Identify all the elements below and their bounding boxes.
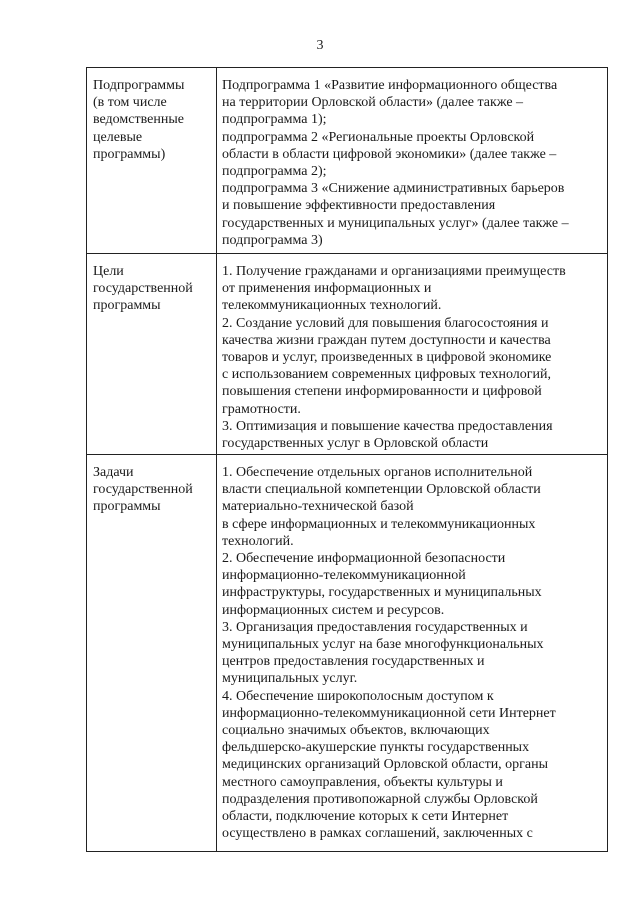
content-line: 2. Обеспечение информационной безопасности xyxy=(222,551,506,567)
label-line: Подпрограммы xyxy=(93,78,185,93)
label-line: программы) xyxy=(93,146,166,162)
content-line: 2. Создание условий для повышения благосостояния и xyxy=(222,315,549,331)
content-line: социально значимых объектов, включающих xyxy=(222,723,490,739)
content-line: государственных и муниципальных услуг» (далее также – xyxy=(222,215,569,231)
content-line: подпрограмма 3) xyxy=(222,232,323,248)
content-line: подразделения противопожарной службы Орловской xyxy=(222,791,538,807)
content-line: фельдшерско-акушерские пункты государственных xyxy=(222,740,530,756)
content-line: области в области цифровой экономики» (далее также – xyxy=(222,146,557,162)
row-content-goals xyxy=(217,254,607,454)
content-line: с использованием современных цифровых технологий, xyxy=(222,367,551,383)
content-line: 4. Обеспечение широкополосным доступом к xyxy=(222,688,494,704)
label-line: ведомственные xyxy=(93,112,184,128)
label-line: Задачи xyxy=(93,465,134,480)
label-line: государственной xyxy=(93,281,193,297)
content-line: местного самоуправления, объекты культуры и xyxy=(222,774,503,790)
content-line: медицинских организаций Орловской области, органы xyxy=(222,757,549,773)
content-line: повышения степени информированности и цифровой xyxy=(222,384,542,400)
content-line: телекоммуникационных технологий. xyxy=(222,298,442,314)
label-line: программы xyxy=(93,499,161,515)
table-row-subprograms xyxy=(87,68,607,254)
content-line: государственных услуг в Орловской области xyxy=(222,436,489,452)
row-label-subprograms xyxy=(87,68,217,253)
content-line: материально-технической базой xyxy=(222,499,414,515)
content-line: технологий. xyxy=(222,533,294,549)
label-line: Цели xyxy=(93,264,124,279)
label-line: целевые xyxy=(93,129,143,145)
content-line: подпрограмма 1); xyxy=(222,112,327,128)
content-line: инфраструктуры, государственных и муниципальных xyxy=(222,585,542,601)
row-label-goals xyxy=(87,254,217,454)
content-line: власти специальной компетенции Орловской области xyxy=(222,482,541,498)
content-line: подпрограмма 2); xyxy=(222,164,327,180)
content-line: Подпрограмма 1 «Развитие информационного общества xyxy=(222,78,558,93)
content-line: качества жизни граждан путем доступности и качества xyxy=(222,332,551,348)
content-line: 1. Получение гражданами и организациями преимуществ xyxy=(222,264,566,279)
label-line: программы xyxy=(93,298,161,314)
row-content-tasks xyxy=(217,455,607,851)
table-row-tasks xyxy=(87,455,607,851)
content-line: и повышение эффективности предоставления xyxy=(222,198,496,214)
content-line: от применения информационных и xyxy=(222,281,432,297)
content-line: 3. Оптимизация и повышение качества предоставления xyxy=(222,418,553,434)
content-line: 1. Обеспечение отдельных органов исполнительной xyxy=(222,465,533,480)
content-line: грамотности. xyxy=(222,401,301,417)
content-line: муниципальных услуг на базе многофункциональных xyxy=(222,637,544,653)
content-line: информационно-телекоммуникационной xyxy=(222,568,466,584)
row-content-subprograms xyxy=(217,68,607,253)
content-line: информационно-телекоммуникационной сети Интернет xyxy=(222,705,556,721)
content-line: области, подключение которых к сети Интернет xyxy=(222,809,509,825)
label-line: государственной xyxy=(93,482,193,498)
content-line: 3. Организация предоставления государственных и xyxy=(222,619,528,635)
content-line: на территории Орловской области» (далее также – xyxy=(222,95,524,111)
page-number: 3 xyxy=(316,38,324,53)
content-line: товаров и услуг, произведенных в цифровой экономике xyxy=(222,350,552,366)
program-passport-table xyxy=(86,67,608,852)
content-line: в сфере информационных и телекоммуникационных xyxy=(222,516,536,532)
content-line: осуществлено в рамках соглашений, заключенных с xyxy=(222,826,533,842)
table-row-goals xyxy=(87,254,607,455)
row-label-tasks xyxy=(87,455,217,851)
content-line: подпрограмма 2 «Региональные проекты Орловской xyxy=(222,129,535,145)
content-line: информационных систем и ресурсов. xyxy=(222,602,445,618)
content-line: подпрограмма 3 «Снижение административных барьеров xyxy=(222,181,565,197)
content-line: муниципальных услуг. xyxy=(222,671,358,687)
content-line: центров предоставления государственных и xyxy=(222,654,485,670)
label-line: (в том числе xyxy=(93,95,167,111)
